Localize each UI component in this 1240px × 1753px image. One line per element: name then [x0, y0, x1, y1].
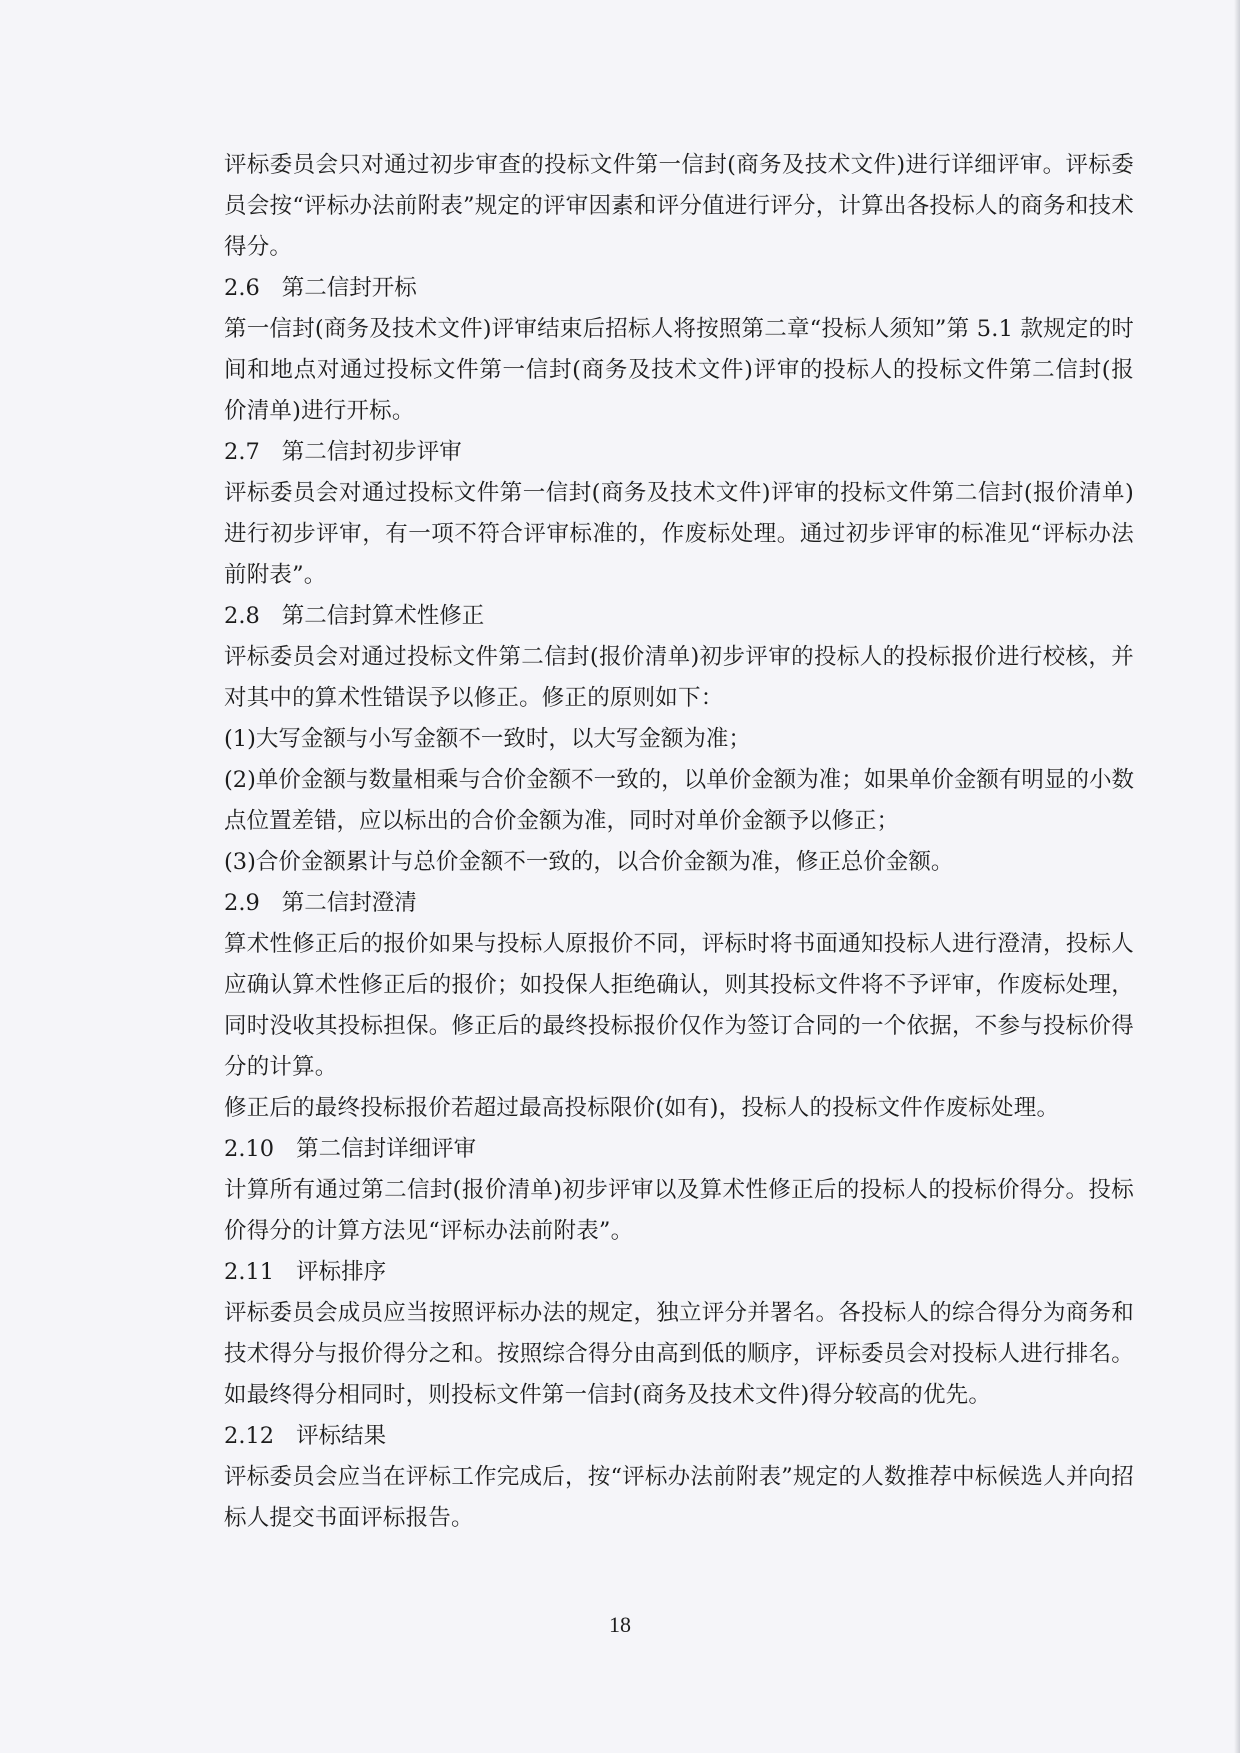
section-number: 2.8	[224, 603, 260, 629]
section-title: 第二信封算术性修正	[281, 603, 485, 629]
section-body-2-12: 评标委员会应当在评标工作完成后，按“评标办法前附表”规定的人数推荐中标候选人并向招标人提交书面评标报告。	[224, 1464, 1134, 1531]
section-number: 2.7	[224, 439, 260, 465]
page-number: 18	[609, 1612, 631, 1637]
list-item: (1)大写金额与小写金额不一致时，以大写金额为准；	[224, 726, 751, 752]
section-title: 第二信封详细评审	[296, 1136, 477, 1162]
section-heading-2-6	[224, 268, 1134, 309]
section-number: 2.12	[224, 1423, 275, 1449]
intro-paragraph: 评标委员会只对通过初步审查的投标文件第一信封(商务及技术文件)进行详细评审。评标委员会按“评标办法前附表”规定的评审因素和评分值进行评分，计算出各投标人的商务和技术得分。	[224, 152, 1134, 260]
section-body-2-11: 评标委员会成员应当按照评标办法的规定，独立评分并署名。各投标人的综合得分为商务和技术得分与报价得分之和。按照综合得分由高到低的顺序，评标委员会对投标人进行排名。如最终得分相同时，则投标文件第一信封(商务及技术文件)得分较高的优先。	[224, 1300, 1134, 1408]
section-title: 评标排序	[296, 1259, 387, 1285]
section-heading-2-11	[224, 1252, 1134, 1293]
section-title: 第二信封初步评审	[281, 439, 462, 465]
section-number: 2.11	[224, 1259, 275, 1285]
scan-edge-shadow	[1234, 0, 1240, 1753]
section-heading-2-7	[224, 432, 1134, 473]
section-body-2-6: 第一信封(商务及技术文件)评审结束后招标人将按照第二章“投标人须知”第 5.1 款规定的时间和地点对通过投标文件第一信封(商务及技术文件)评审的投标人的投标文件第二信封(报价清单)进行开标。	[224, 316, 1134, 424]
section-title: 第二信封澄清	[281, 890, 417, 916]
section-body-2-10: 计算所有通过第二信封(报价清单)初步评审以及算术性修正后的投标人的投标价得分。投标价得分的计算方法见“评标办法前附表”。	[224, 1177, 1134, 1244]
page-content	[224, 145, 1134, 1539]
section-body-2-7: 评标委员会对通过投标文件第一信封(商务及技术文件)评审的投标文件第二信封(报价清单)进行初步评审，有一项不符合评审标准的，作废标处理。通过初步评审的标准见“评标办法前附表”。	[224, 480, 1134, 588]
section-heading-2-8	[224, 596, 1134, 637]
section-title: 评标结果	[296, 1423, 387, 1449]
section-body-2-8: 评标委员会对通过投标文件第二信封(报价清单)初步评审的投标人的投标报价进行校核，并对其中的算术性错误予以修正。修正的原则如下：	[224, 644, 1134, 711]
section-heading-2-9	[224, 883, 1134, 924]
section-body-2-9-second: 修正后的最终投标报价若超过最高投标限价(如有)，投标人的投标文件作废标处理。	[224, 1095, 1060, 1121]
section-heading-2-10	[224, 1129, 1134, 1170]
list-item: (2)单价金额与数量相乘与合价金额不一致的，以单价金额为准；如果单价金额有明显的小数点位置差错，应以标出的合价金额为准，同时对单价金额予以修正；	[224, 767, 1134, 834]
section-title: 第二信封开标	[281, 275, 417, 301]
section-body-2-9: 算术性修正后的报价如果与投标人原报价不同，评标时将书面通知投标人进行澄清，投标人应确认算术性修正后的报价；如投保人拒绝确认，则其投标文件将不予评审，作废标处理，同时没收其投标担保。修正后的最终投标报价仅作为签订合同的一个依据，不参与投标价得分的计算。	[224, 931, 1134, 1080]
section-number: 2.6	[224, 275, 260, 301]
section-heading-2-12	[224, 1416, 1134, 1457]
section-number: 2.10	[224, 1136, 275, 1162]
section-number: 2.9	[224, 890, 260, 916]
list-item: (3)合价金额累计与总价金额不一致的，以合价金额为准，修正总价金额。	[224, 849, 954, 875]
